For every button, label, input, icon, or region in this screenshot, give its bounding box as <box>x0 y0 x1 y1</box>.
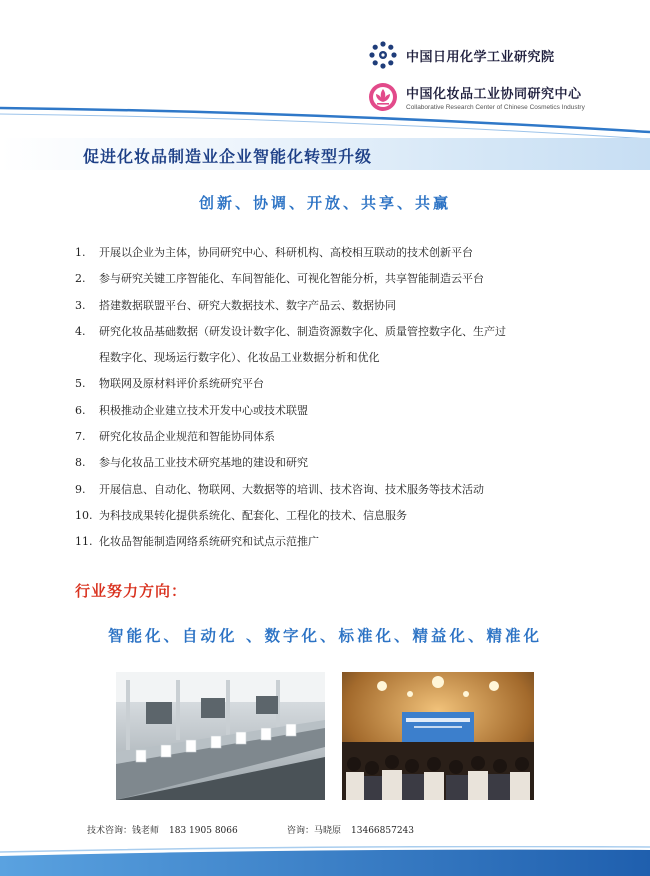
direction-title: 行业努力方向： <box>75 582 188 600</box>
list-item: 9. 开展信息、自动化、物联网、大数据等的培训、技术咨询、技术服务等技术活动 <box>75 482 484 496</box>
list-item: 3. 搭建数据联盟平台、研究大数据技术、数字产品云、数据协同 <box>75 298 396 312</box>
list-item-continued: 程数字化、现场运行数字化）、化妆品工业数据分析和优化 <box>99 351 380 365</box>
flower-emblem-icon <box>368 40 398 70</box>
list-item: 5. 物联网及原材料评价系统研究平台 <box>75 377 264 391</box>
title-banner <box>0 138 650 170</box>
core-slogan: 创新、协调、开放、共享、共赢 <box>198 194 451 212</box>
list-item: 2. 参与研究关键工序智能化、车间智能化、可视化智能分析，共享智能制造云平台 <box>75 272 484 286</box>
list-item: 6. 积极推动企业建立技术开发中心或技术联盟 <box>75 403 308 417</box>
decorative-curve <box>0 102 650 142</box>
list-item: 4. 研究化妆品基础数据（研发设计数字化、制造资源数字化、质量管控数字化、生产过 <box>75 324 506 338</box>
contact-label: 技术咨询：钱老师 <box>87 826 160 836</box>
list-item: 7. 研究化妆品企业规范和智能协同体系 <box>75 430 275 444</box>
list-item: 11. 化妆品智能制造网络系统研究和试点示范推广 <box>75 535 319 549</box>
contact-label: 咨询：马晓原 <box>287 826 342 836</box>
contact-consulting <box>287 823 414 836</box>
contact-technical <box>87 823 238 836</box>
logo2-name: 中国化妆品工业协同研究中心 <box>406 87 582 102</box>
list-item: 8. 参与化妆品工业技术研究基地的建设和研究 <box>75 456 308 470</box>
contact-phone: 13466857243 <box>351 826 415 836</box>
list-item: 10. 为科技成果转化提供系统化、配套化、工程化的技术、信息服务 <box>75 508 407 522</box>
logo2-subtitle: Collaborative Research Center of Chinese Cosmetics Industry <box>406 104 585 111</box>
page-title: 促进化妆品制造业企业智能化转型升级 <box>83 147 373 166</box>
list-item: 1. 开展以企业为主体，协同研究中心、科研机构、高校相互联动的技术创新平台 <box>75 246 473 259</box>
conference-photo <box>342 672 534 800</box>
logo-cridci <box>368 36 598 74</box>
contact-phone: 183 1905 8066 <box>169 826 238 836</box>
direction-slogan: 智能化、自动化 、数字化、标准化、精益化、精准化 <box>108 626 542 645</box>
production-line-photo <box>116 672 325 800</box>
bottom-decorative-bar <box>0 846 650 876</box>
initiative-list <box>75 240 595 556</box>
logo1-name: 中国日用化学工业研究院 <box>406 49 555 65</box>
